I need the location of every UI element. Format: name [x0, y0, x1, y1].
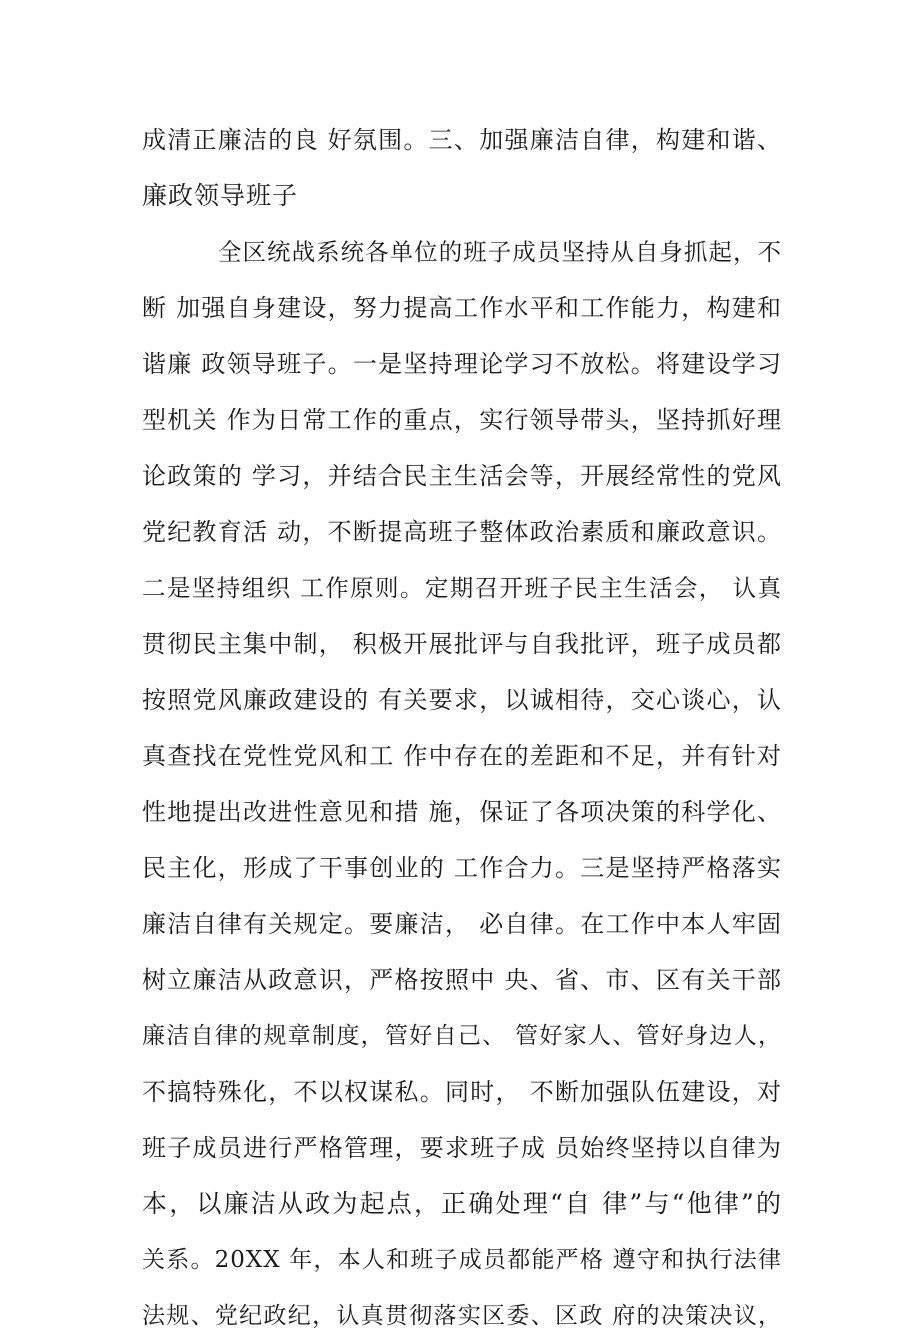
text-line-7: 论政策的 学习，并结合民主生活会等，开展经常性的党风 — [142, 462, 782, 490]
text-line-8: 党纪教育活 动，不断提高班子整体政治素质和廉政意识。 — [142, 518, 782, 546]
text-line-15: 廉洁自律有关规定。要廉洁， 必自律。在工作中本人牢固 — [142, 910, 782, 938]
text-line-4: 断 加强自身建设，努力提高工作水平和工作能力，构建和 — [142, 294, 782, 322]
text-line-20: 本，以廉洁从政为起点，正确处理“自 律”与“他律”的 — [142, 1189, 782, 1218]
text-line-9: 二是坚持组织 工作原则。定期召开班子民主生活会， 认真 — [142, 574, 782, 602]
text-line-5: 谐廉 政领导班子。一是坚持理论学习不放松。将建设学习 — [142, 350, 782, 378]
text-line-6: 型机关 作为日常工作的重点，实行领导带头，坚持抓好理 — [142, 406, 782, 434]
text-line-21: 关系。20XX 年，本人和班子成员都能严格 遵守和执行法律 — [142, 1247, 782, 1273]
text-line-19: 班子成员进行严格管理，要求班子成 员始终坚持以自律为 — [142, 1134, 782, 1162]
text-line-14: 民主化，形成了干事创业的 工作合力。三是坚持严格落实 — [142, 854, 782, 882]
text-line-11: 按照党风廉政建设的 有关要求，以诚相待，交心谈心，认 — [142, 686, 782, 714]
text-line-2: 廉政领导班子 — [142, 181, 299, 210]
document-body — [142, 112, 782, 1344]
text-line-18: 不搞特殊化，不以权谋私。同时， 不断加强队伍建设，对 — [142, 1078, 782, 1106]
text-line-13: 性地提出改进性意见和措 施，保证了各项决策的科学化、 — [142, 798, 782, 826]
text-line-12: 真查找在党性党风和工 作中存在的差距和不足，并有针对 — [142, 742, 782, 770]
text-line-16: 树立廉洁从政意识，严格按照中 央、省、市、区有关干部 — [142, 966, 782, 994]
text-line-10: 贯彻民主集中制， 积极开展批评与自我批评，班子成员都 — [142, 630, 782, 658]
text-line-3: 全区统战系统各单位的班子成员坚持从自身抓起，不 — [218, 238, 782, 266]
text-line-22: 法规、党纪政纪，认真贯彻落实区委、区政 府的决策决议， — [142, 1303, 782, 1329]
text-line-1: 成清正廉洁的良 好氛围。三、加强廉洁自律，构建和谐、 — [142, 126, 782, 154]
text-line-17: 廉洁自律的规章制度，管好自己、 管好家人、管好身边人， — [142, 1023, 782, 1049]
